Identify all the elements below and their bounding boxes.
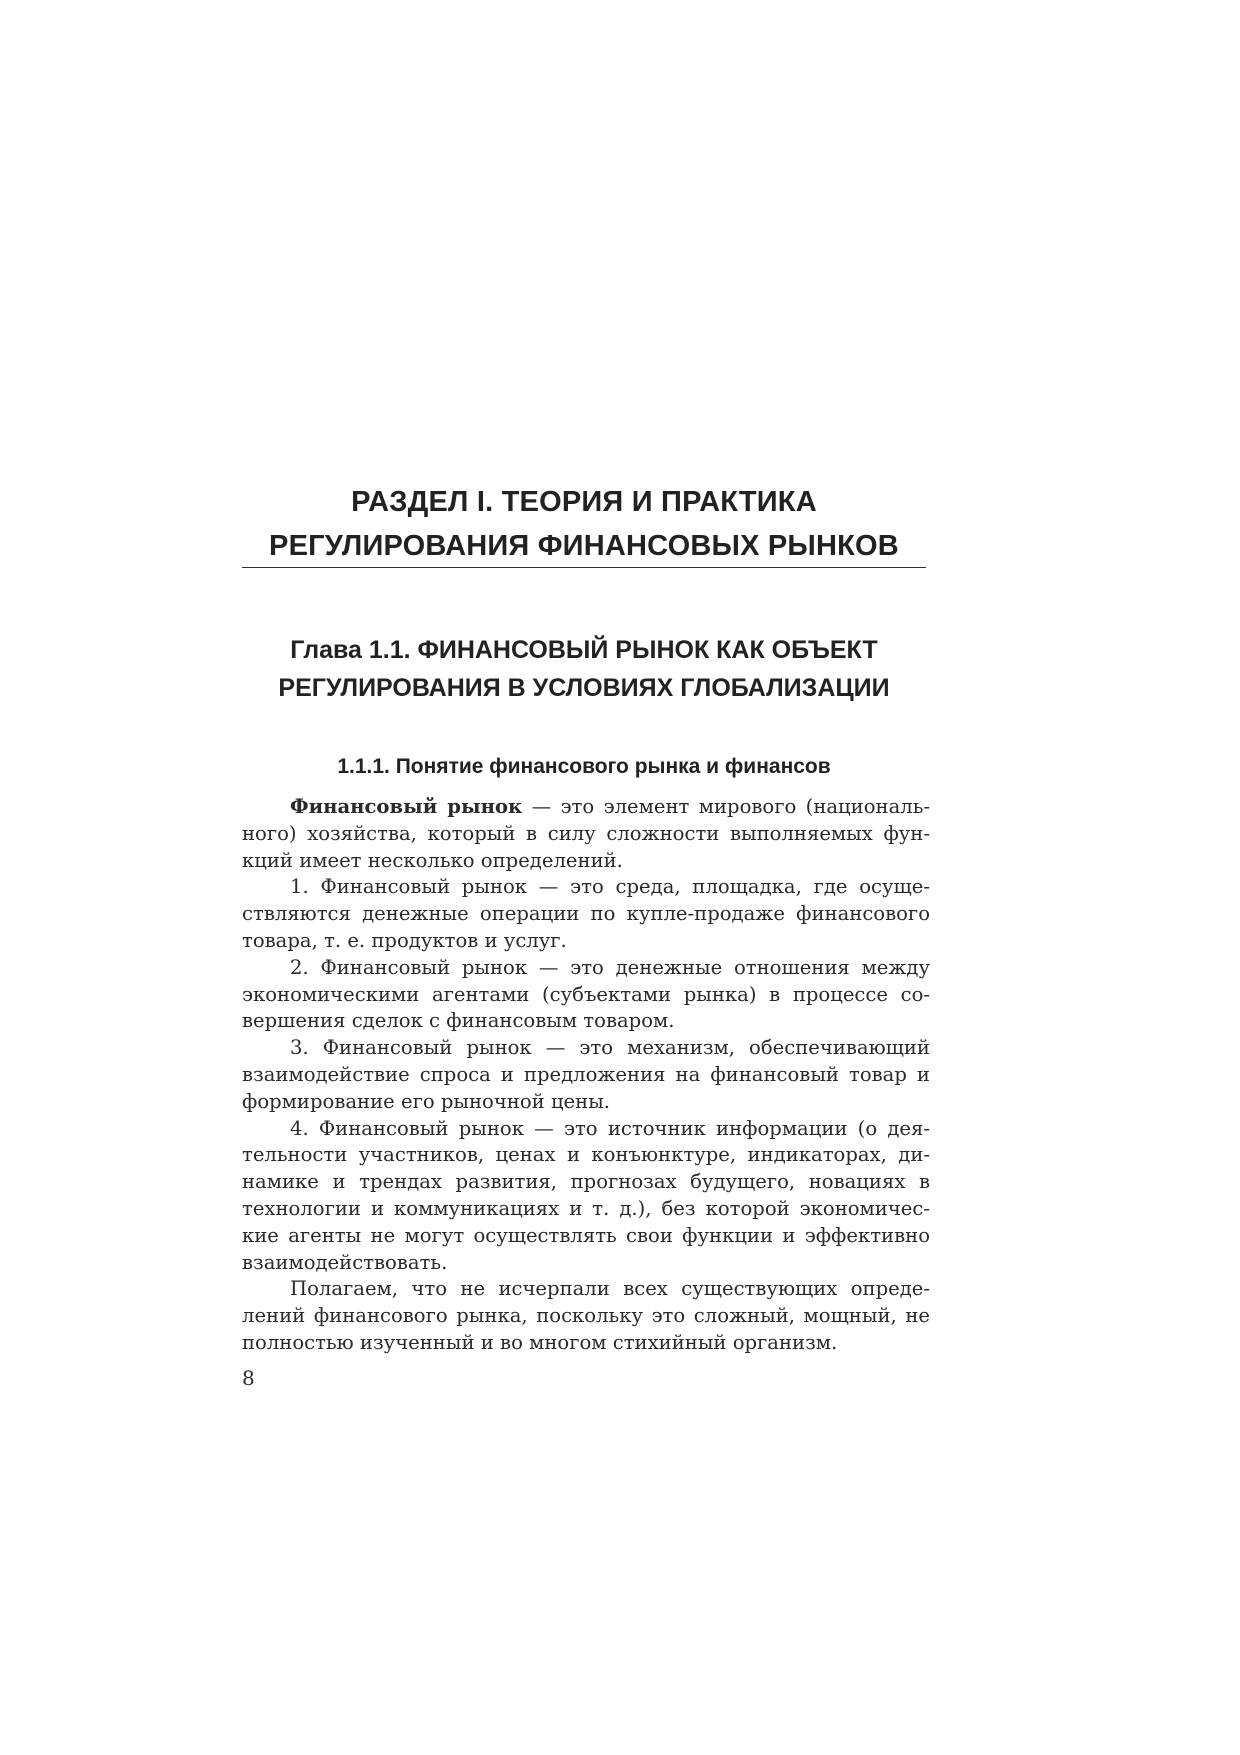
text-line: намике и трендах развития, прогнозах будущего, новациях в xyxy=(242,1170,930,1194)
section-title-line-1: РАЗДЕЛ I. ТЕОРИЯ И ПРАКТИКА xyxy=(351,486,817,518)
text-fragment: — это элемент мирового (националь- xyxy=(522,795,930,818)
text-line: 2. Финансовый рынок — это денежные отношения между xyxy=(290,955,930,979)
text-line: 1. Финансовый рынок — это среда, площадка, где осуще- xyxy=(290,875,930,899)
paragraph-item-4 xyxy=(242,1116,930,1277)
chapter-title-line-2: РЕГУЛИРОВАНИЯ В УСЛОВИЯХ ГЛОБАЛИЗАЦИИ xyxy=(278,674,890,702)
text-line: взаимодействие спроса и предложения на финансовый товар и xyxy=(242,1062,930,1086)
paragraph-item-1 xyxy=(242,874,930,954)
text-line: ствляются денежные операции по купле-продаже финансового xyxy=(242,902,930,926)
text-line: Полагаем, что не исчерпали всех существующих опреде- xyxy=(290,1277,930,1301)
text-line: кие агенты не могут осуществлять свои функции и эффективно xyxy=(242,1223,930,1247)
chapter-title xyxy=(242,631,926,707)
text-line: 3. Финансовый рынок — это механизм, обеспечивающий xyxy=(290,1036,930,1060)
text-line: ного) хозяйства, который в силу сложности выполняемых фун- xyxy=(242,821,930,845)
section-title-line-2: РЕГУЛИРОВАНИЯ ФИНАНСОВЫХ РЫНКОВ xyxy=(269,530,899,562)
page-number: 8 xyxy=(242,1366,255,1390)
text-line: тельности участников, ценах и конъюнктуре, индикаторах, ди- xyxy=(242,1143,930,1167)
text-line: кций имеет несколько определений. xyxy=(242,848,623,872)
section-title xyxy=(242,480,926,568)
text-line: вершения сделок с финансовым товаром. xyxy=(242,1009,675,1033)
text-line: экономическими агентами (субъектами рынка) в процессе со- xyxy=(242,982,930,1006)
text-line xyxy=(242,794,930,821)
chapter-title-line-1: Глава 1.1. ФИНАНСОВЫЙ РЫНОК КАК ОБЪЕКТ xyxy=(290,636,878,664)
section-divider xyxy=(242,567,926,568)
paragraph-conclusion xyxy=(242,1276,930,1356)
text-line: формирование его рыночной цены. xyxy=(242,1089,611,1113)
paragraph-item-3 xyxy=(242,1035,930,1115)
text-line: товара, т. е. продуктов и услуг. xyxy=(242,928,567,952)
body-text xyxy=(242,794,930,1357)
subsection-title: 1.1.1. Понятие финансового рынка и финансов xyxy=(337,755,831,778)
text-line: лений финансового рынка, поскольку это сложный, мощный, не xyxy=(242,1304,930,1328)
text-line: полностью изученный и во многом стихийный организм. xyxy=(242,1330,838,1354)
paragraph-item-2 xyxy=(242,955,930,1035)
text-line: 4. Финансовый рынок — это источник информации (о дея- xyxy=(290,1116,930,1140)
paragraph-definition xyxy=(242,794,930,874)
text-line: взаимодействовать. xyxy=(242,1250,448,1274)
text-line: технологии и коммуникациях и т. д.), без которой экономичес- xyxy=(242,1196,930,1220)
defined-term: Финансовый рынок xyxy=(290,795,523,818)
